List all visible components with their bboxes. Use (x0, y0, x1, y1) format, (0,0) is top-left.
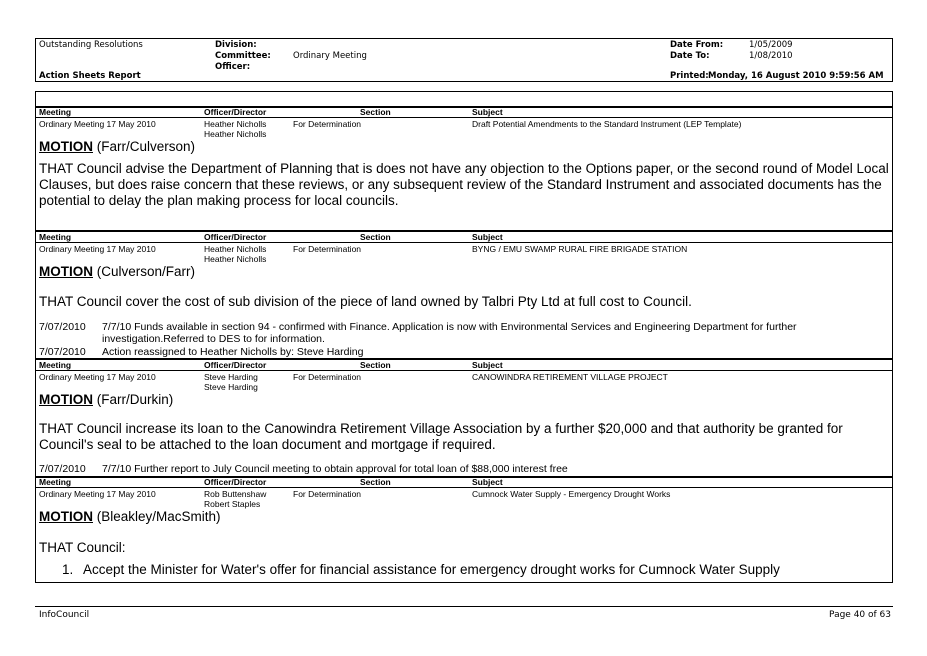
date-from-value: 1/05/2009 (749, 40, 793, 50)
record-separator (35, 358, 893, 360)
col-section-header: Section (360, 107, 391, 117)
motion-label: MOTION (39, 392, 93, 407)
action-date: 7/07/2010 (39, 321, 86, 333)
motion-heading (39, 264, 195, 280)
action-note: 7/7/10 Funds available in section 94 - confirmed with Finance. Application is now with Environmental Services and Engineering Department for further investigation.Referred to DES to for information. (102, 321, 797, 345)
motion-movers: (Farr/Culverson) (96, 139, 196, 154)
record-section: For Determination (293, 489, 362, 499)
action-note: Action reassigned to Heather Nicholls by: Steve Harding (102, 346, 364, 358)
date-to-label: Date To: (670, 51, 710, 61)
record-section: For Determination (293, 119, 362, 129)
col-section-header: Section (360, 477, 391, 487)
col-meeting-header: Meeting (39, 232, 72, 242)
record-director: Steve Harding (204, 382, 258, 392)
record-director: Robert Staples (204, 499, 261, 509)
header-underline (35, 117, 893, 118)
record-officer: Heather Nicholls (204, 119, 267, 129)
col-meeting-header: Meeting (39, 107, 72, 117)
motion-movers: (Culverson/Farr) (96, 264, 196, 279)
motion-body: THAT Council advise the Department of Planning that is does not have any objection to the Options paper, or the second round of Model Local Clauses, but does raise concern that these reviews, or any subsequent review of the Standard Instrument and associated documents has the potential to delay the plan making process for local councils. (39, 161, 889, 208)
date-from-label: Date From: (670, 40, 724, 50)
record-separator (35, 230, 893, 232)
col-officer-header: Officer/Director (204, 477, 267, 487)
record-subject: BYNG / EMU SWAMP RURAL FIRE BRIGADE STATION (472, 244, 688, 254)
report-type: Action Sheets Report (39, 71, 141, 81)
record-subject: Draft Potential Amendments to the Standard Instrument (LEP Template) (472, 119, 742, 129)
date-to-value: 1/08/2010 (749, 51, 793, 61)
page-number: Page 40 of 63 (829, 610, 891, 620)
motion-label: MOTION (39, 139, 93, 154)
footer-app-name: InfoCouncil (39, 610, 90, 620)
record-meeting: Ordinary Meeting 17 May 2010 (39, 489, 156, 499)
record-director: Heather Nicholls (204, 254, 267, 264)
report-name: Outstanding Resolutions (39, 40, 143, 50)
record-section: For Determination (293, 244, 362, 254)
action-date: 7/07/2010 (39, 346, 86, 358)
list-item-text: Accept the Minister for Water's offer for financial assistance for emergency drought works for Cumnock Water Supply (83, 562, 780, 577)
record-meeting: Ordinary Meeting 17 May 2010 (39, 244, 156, 254)
col-officer-header: Officer/Director (204, 107, 267, 117)
record-subject: Cumnock Water Supply - Emergency Drought Works (472, 489, 671, 499)
printed-value: Monday, 16 August 2010 9:59:56 AM (708, 71, 884, 81)
action-note: 7/7/10 Further report to July Council meeting to obtain approval for total loan of $88,000 interest free (102, 463, 568, 475)
footer-rule (35, 606, 893, 607)
col-meeting-header: Meeting (39, 360, 72, 370)
motion-movers: (Bleakley/MacSmith) (96, 509, 221, 524)
motion-label: MOTION (39, 509, 93, 524)
printed-label: Printed: (670, 71, 709, 81)
header-underline (35, 370, 893, 371)
list-item-number: 1. (62, 562, 74, 577)
col-subject-header: Subject (472, 360, 503, 370)
record-meeting: Ordinary Meeting 17 May 2010 (39, 119, 156, 129)
record-director: Heather Nicholls (204, 129, 267, 139)
col-subject-header: Subject (472, 477, 503, 487)
col-officer-header: Officer/Director (204, 232, 267, 242)
motion-body: THAT Council increase its loan to the Canowindra Retirement Village Association by a further $20,000 and that authority be granted for Council's seal to be attached to the loan document and mortgage if required. (39, 421, 843, 452)
header-underline (35, 487, 893, 488)
record-meeting: Ordinary Meeting 17 May 2010 (39, 372, 156, 382)
motion-body: THAT Council cover the cost of sub division of the piece of land owned by Talbri Pty Ltd at full cost to Council. (39, 294, 692, 309)
motion-label: MOTION (39, 264, 93, 279)
record-separator (35, 106, 893, 108)
record-section: For Determination (293, 372, 362, 382)
record-officer: Heather Nicholls (204, 244, 267, 254)
committee-label: Committee: (215, 51, 271, 61)
officer-label: Officer: (215, 62, 251, 72)
col-subject-header: Subject (472, 232, 503, 242)
col-section-header: Section (360, 360, 391, 370)
motion-heading (39, 139, 195, 155)
motion-movers: (Farr/Durkin) (96, 392, 174, 407)
motion-heading (39, 392, 173, 408)
division-label: Division: (215, 40, 257, 50)
col-subject-header: Subject (472, 107, 503, 117)
committee-value: Ordinary Meeting (293, 51, 367, 61)
col-officer-header: Officer/Director (204, 360, 267, 370)
record-officer: Rob Buttenshaw (204, 489, 267, 499)
record-separator (35, 476, 893, 478)
col-section-header: Section (360, 232, 391, 242)
motion-heading (39, 509, 221, 525)
record-officer: Steve Harding (204, 372, 258, 382)
header-underline (35, 242, 893, 243)
record-subject: CANOWINDRA RETIREMENT VILLAGE PROJECT (472, 372, 668, 382)
motion-body: THAT Council: (39, 540, 126, 555)
action-date: 7/07/2010 (39, 463, 86, 475)
col-meeting-header: Meeting (39, 477, 72, 487)
